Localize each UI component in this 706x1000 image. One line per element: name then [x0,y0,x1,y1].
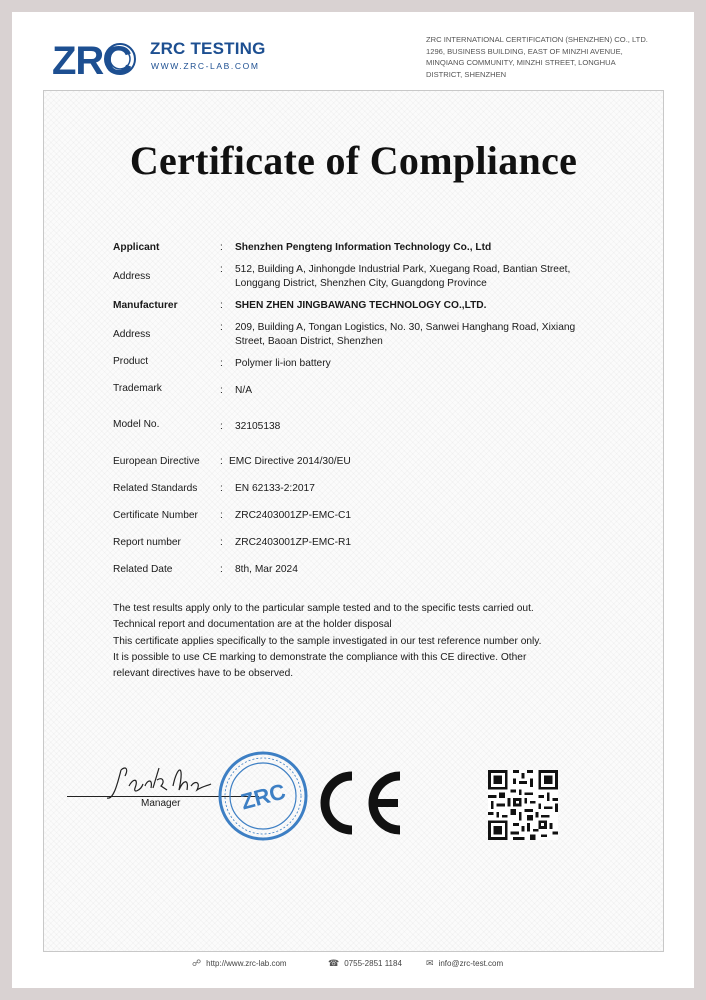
field-label: Applicant [113,242,160,253]
company-address-line: MINQIANG COMMUNITY, MINZHI STREET, LONGHUA [426,58,616,68]
field-separator: : [220,537,223,548]
svg-text:ZRC: ZRC [52,39,132,83]
field-separator: : [220,456,223,467]
field-separator: : [220,358,223,369]
certificate-title: Certificate of Compliance [129,138,578,183]
footer-website[interactable] [192,958,287,969]
field-value: ZRC2403001ZP-EMC-C1 [235,510,352,521]
qr-code [488,770,558,840]
field-separator: : [220,264,223,275]
company-stamp [217,750,309,842]
website-text: http://www.zrc-lab.com [206,959,287,968]
ce-mark [314,770,406,836]
field-separator: : [220,385,223,396]
brand-name: ZRC TESTING [150,39,266,58]
certificate-sheet [12,12,694,988]
field-value: 32105138 [235,421,281,432]
field-separator: : [220,564,223,575]
phone-text: 0755-2851 1184 [344,959,402,968]
field-value: SHEN ZHEN JINGBAWANG TECHNOLOGY CO.,LTD. [235,300,487,311]
field-value: ZRC2403001ZP-EMC-R1 [235,537,352,548]
field-value: N/A [235,385,252,396]
globe-icon: ☍ [192,958,202,968]
field-separator: : [220,483,223,494]
note-line: This certificate applies specifically to the sample investigated in our test reference number only. [113,635,542,647]
field-value: 512, Building A, Jinhongde Industrial Park, Xuegang Road, Bantian Street, Longgang District, Shenzhen City, Guangdong Province [235,264,571,289]
field-label: European Directive [113,456,200,467]
brand-url: WWW.ZRC-LAB.COM [151,61,260,71]
field-label: Address [113,329,151,340]
field-label: Certificate Number [113,510,198,521]
phone-icon: ☎ [328,958,340,968]
company-address-line: ZRC INTERNATIONAL CERTIFICATION (SHENZHEN) CO., LTD. [426,35,648,44]
brand-logo [52,36,292,92]
signatory-role: Manager [141,798,181,809]
note-line: relevant directives have to be observed. [113,668,294,680]
note-line: Technical report and documentation are at the holder disposal [113,619,392,631]
field-label: Related Date [113,564,173,575]
svg-text:ZRC: ZRC [238,778,289,815]
field-value: Polymer li-ion battery [235,358,331,369]
email-text: info@zrc-test.com [438,959,504,968]
field-value: 8th, Mar 2024 [235,564,298,575]
field-value: EMC Directive 2014/30/EU [229,456,351,467]
footer-email[interactable] [426,958,503,969]
signature-block [67,750,289,840]
certificate-notes [113,601,613,682]
field-value: 209, Building A, Tongan Logistics, No. 30, Sanwei Hanghang Road, Xixiang Street, Baoan District, Shenzhen [235,322,576,347]
note-line: The test results apply only to the particular sample tested and to the specific tests carried out. [113,603,534,614]
field-value: Shenzhen Pengteng Information Technology Co., Ltd [235,242,492,253]
field-label: Product [113,356,149,367]
field-separator: : [220,322,223,333]
company-address-line: 1296, BUSINESS BUILDING, EAST OF MINZHI AVENUE, [426,46,623,56]
mail-icon: ✉ [426,958,434,968]
field-separator: : [220,421,223,432]
field-label: Report number [113,537,181,548]
note-line: It is possible to use CE marking to demonstrate the compliance with this CE directive. Other [113,651,527,663]
field-separator: : [220,510,223,521]
field-separator: : [220,242,223,253]
field-label: Manufacturer [113,300,178,311]
company-address [426,34,652,80]
field-label: Trademark [113,383,162,394]
field-label: Model No. [113,419,160,430]
footer-contact [12,958,694,978]
zrc-logo-mark [52,36,148,86]
field-separator: : [220,300,223,311]
field-label: Related Standards [113,483,198,494]
company-address-line: DISTRICT, SHENZHEN [426,69,507,79]
footer-phone [328,958,402,969]
field-label: Address [113,271,151,282]
field-value: EN 62133-2:2017 [235,483,315,494]
